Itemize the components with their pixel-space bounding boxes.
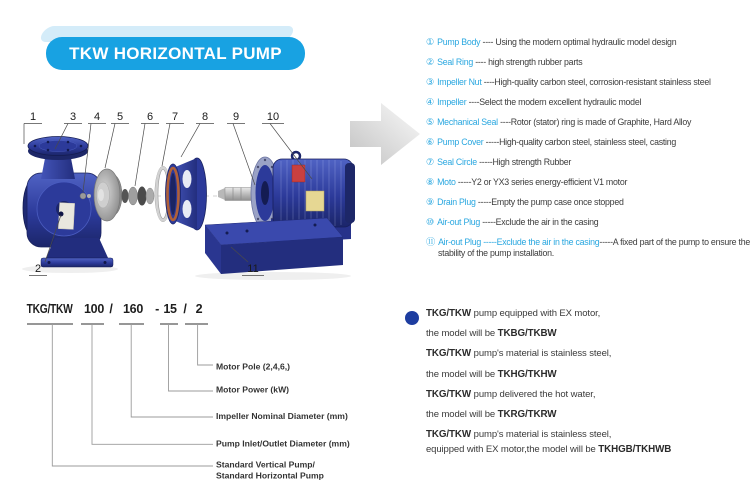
arrow-right-icon [350,103,420,165]
model-code-text: TKHGB/TKHWB [598,443,672,455]
part-item [426,157,756,168]
part-item [426,217,756,228]
part-item [426,77,756,88]
callout-4: 4 [93,111,101,123]
note-line [426,429,748,440]
part-item [426,57,756,68]
part-name: Impeller [437,97,467,107]
callout-5: 5 [116,111,124,123]
part-description: -----High-quality carbon steel, stainless steel, casting [483,137,677,147]
part-description: -----Exclude the air in the casing [480,217,599,227]
callout-6: 6 [146,111,154,123]
part-description: ----Rotor (stator) ring is made of Graphite, Hard Alloy [497,117,692,127]
part-item [426,197,756,208]
part-number-badge: ⑧ [426,177,435,187]
model-token-sep3: / [183,302,187,316]
note-line [426,308,748,319]
model-token-inlet: 100 [84,302,104,316]
note-line [426,444,748,455]
part-name: Pump Cover [437,137,484,147]
model-leader-lines [52,324,213,466]
part-item [426,237,756,259]
label-motor-pole: Motor Pole (2,4,6,) [216,361,291,372]
motor-shaft [225,188,253,201]
part-item [426,97,756,108]
part-description: -----Y2 or YX3 series energy-efficient V1 motor [455,177,628,187]
exploded-pump-diagram [15,95,435,295]
impeller-nut [80,193,86,199]
part-description: ---- Using the modern optimal hydraulic model design [480,37,677,47]
part-number-badge: ⑥ [426,137,435,147]
model-token-power: 15 [163,302,177,316]
part-name: Impeller Nut [437,77,482,87]
callout-11: 11 [247,263,259,275]
model-token-sep2: - [155,302,159,316]
part-name: Pump Body [437,37,481,47]
model-token-sep1: / [109,302,113,316]
part-description: ----Select the modern excellent hydraulic model [466,97,642,107]
part-number-badge: ① [426,37,435,47]
part-item [426,177,756,188]
model-code-text: TKG/TKW [426,308,474,319]
model-token-pole: 2 [195,302,203,316]
model-code-diagram [20,295,380,495]
model-token-prefix: TKG/TKW [26,302,73,316]
mechanical-seal-illustration [122,187,155,206]
note-text: pump delivered the hot water, [473,388,596,400]
page-title: TKW HORIZONTAL PUMP [46,37,305,70]
part-number-badge: ⑨ [426,197,435,207]
motor-yellow-label [306,191,324,211]
parts-list [426,37,756,268]
part-number-badge: ② [426,57,435,67]
part-number-badge: ④ [426,97,435,107]
part-description: -----Empty the pump case once stopped [475,197,624,207]
model-code-text: TKHG/TKHW [497,368,557,380]
note-line [426,348,748,359]
callout-8: 8 [201,111,209,123]
note-text: the model will be [426,408,498,420]
note-text: the model will be [426,328,498,340]
part-name: Drain Plug [437,197,476,207]
note-text: the model will be [426,368,498,380]
model-code-text: TKG/TKW [426,429,474,441]
pump-cover-illustration [166,158,207,230]
note-text: pump's material is stainless steel, [473,348,612,360]
part-description: -----High strength Rubber [476,157,572,167]
note-text: equipped with EX motor,the model will be [426,443,599,455]
note-line [426,328,748,339]
part-number-badge: ③ [426,77,435,87]
callout-10: 10 [266,111,280,123]
part-item [426,137,756,148]
base-plate-illustration [205,218,343,274]
callout-7: 7 [171,111,179,123]
motor-shaft-tip [218,188,225,200]
part-name: Moto [437,177,456,187]
label-series-line1: Standard Vertical Pump/ [216,459,315,470]
part-number-badge: ⑦ [426,157,435,167]
callout-1: 1 [29,111,37,123]
model-notes [426,308,748,464]
part-description: ---- high strength rubber parts [473,57,583,67]
part-name: Seal Circle [437,157,477,167]
part-description: -----A fixed part of the pump to ensure the stability of the pump installation. [438,237,750,258]
note-text: pump's material is stainless steel, [473,429,612,441]
bullet-icon [405,311,419,325]
model-token-impeller: 160 [123,302,143,316]
model-code-text: TKG/TKW [426,348,474,360]
callout-3: 3 [69,111,77,123]
callout-2: 2 [34,263,42,275]
part-item [426,37,756,48]
part-name: Air-out Plug [437,217,481,227]
label-motor-power: Motor Power (kW) [216,384,290,395]
part-name: Mechanical Seal [437,117,498,127]
callout-9: 9 [232,111,240,123]
model-code-text: TKG/TKW [426,388,474,400]
label-impeller-diameter: Impeller Nominal Diameter (mm) [216,411,348,421]
part-name: Air-out Plug -----Exclude the air in the casing [438,237,600,247]
label-series-line2: Standard Horizontal Pump [216,470,324,481]
note-line [426,369,748,380]
part-item [426,117,756,128]
model-code-text: TKRG/TKRW [497,408,557,420]
model-code-text: TKBG/TKBW [497,328,557,340]
part-number-badge: ⑪ [426,237,436,247]
part-number-badge: ⑩ [426,217,435,227]
note-line [426,409,748,420]
part-number-badge: ⑤ [426,117,435,127]
part-name: Seal Ring [437,57,473,67]
label-inlet-outlet-diameter: Pump Inlet/Outlet Diameter (mm) [216,438,350,449]
note-line [426,389,748,400]
part-description: ----High-quality carbon steel, corrosion-resistant stainless steel [481,77,711,87]
note-text: pump equipped with EX motor, [473,308,601,319]
